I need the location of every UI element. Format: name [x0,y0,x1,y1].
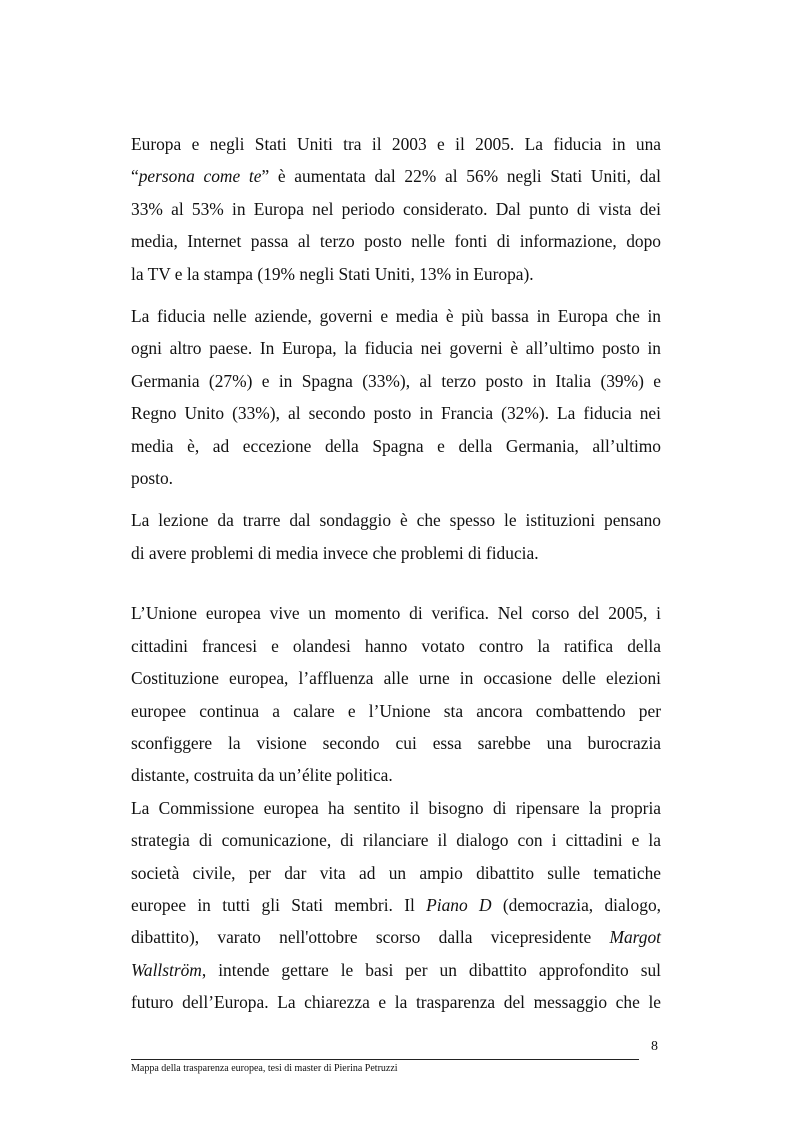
italic-text: Margot [609,927,661,948]
text-line: futuro dell’Europa. La chiarezza e la trasparenza del messaggio che le [131,992,661,1013]
text-line: europee in tutti gli Stati membri. Il Piano D (democrazia, dialogo, [131,894,661,915]
page-number: 8 [651,1039,658,1054]
italic-text: persona come te [138,166,262,187]
text-line: di avere problemi di media invece che problemi di fiducia. [131,542,539,563]
text-line: 33% al 53% in Europa nel periodo considerato. Dal punto di vista dei [131,198,661,219]
body-text [131,128,661,1019]
text-line: strategia di comunicazione, di rilanciare il dialogo con i cittadini e la [131,830,661,851]
text-line: la TV e la stampa (19% negli Stati Uniti, 13% in Europa). [131,263,534,284]
text-line: La Commissione europea ha sentito il bisogno di ripensare la propria [131,797,661,818]
italic-text: Piano D [426,894,492,915]
text-line: La fiducia nelle aziende, governi e media è più bassa in Europa che in [131,306,661,327]
text-line: europee continua a calare e l’Unione sta ancora combattendo per [131,700,661,721]
text-line: L’Unione europea vive un momento di verifica. Nel corso del 2005, i [131,603,661,624]
text-line: Costituzione europea, l’affluenza alle urne in occasione delle elezioni [131,668,661,689]
text-line: sconfiggere la visione secondo cui essa sarebbe una burocrazia [131,732,661,753]
paragraph [131,792,661,1019]
footer-divider [131,1059,639,1060]
text-line: “persona come te” è aumentata dal 22% al 56% negli Stati Uniti, dal [131,166,661,187]
footer-text: Mappa della trasparenza europea, tesi di master di Pierina Petruzzi [131,1063,398,1074]
paragraph-gap [131,494,661,504]
text-line: Europa e negli Stati Uniti tra il 2003 e il 2005. La fiducia in una [131,134,661,154]
paragraph [131,597,661,791]
text-line: media, Internet passa al terzo posto nelle fonti di informazione, dopo [131,231,661,252]
text-line: Regno Unito (33%), al secondo posto in Francia (32%). La fiducia nei [131,403,661,424]
text-line: cittadini francesi e olandesi hanno votato contro la ratifica della [131,635,661,656]
text-line: Germania (27%) e in Spagna (33%), al terzo posto in Italia (39%) e [131,370,661,391]
paragraph-gap [131,290,661,300]
text-line: società civile, per dar vita ad un ampio dibattito sulle tematiche [131,862,661,883]
paragraph [131,504,661,569]
text-line: distante, costruita da un’élite politica. [131,765,393,786]
paragraph [131,128,661,290]
text-line: La lezione da trarre dal sondaggio è che spesso le istituzioni pensano [131,510,661,531]
paragraph-gap [131,569,661,597]
text-line: posto. [131,468,174,489]
text-line: Wallström, intende gettare le basi per un dibattito approfondito sul [131,959,661,980]
text-line: media è, ad eccezione della Spagna e della Germania, all’ultimo [131,435,661,456]
paragraph [131,300,661,494]
text-line: dibattito), varato nell'ottobre scorso dalla vicepresidente Margot [131,927,661,948]
text-line: ogni altro paese. In Europa, la fiducia nei governi è all’ultimo posto in [131,338,661,359]
italic-text: Wallström [131,959,202,980]
